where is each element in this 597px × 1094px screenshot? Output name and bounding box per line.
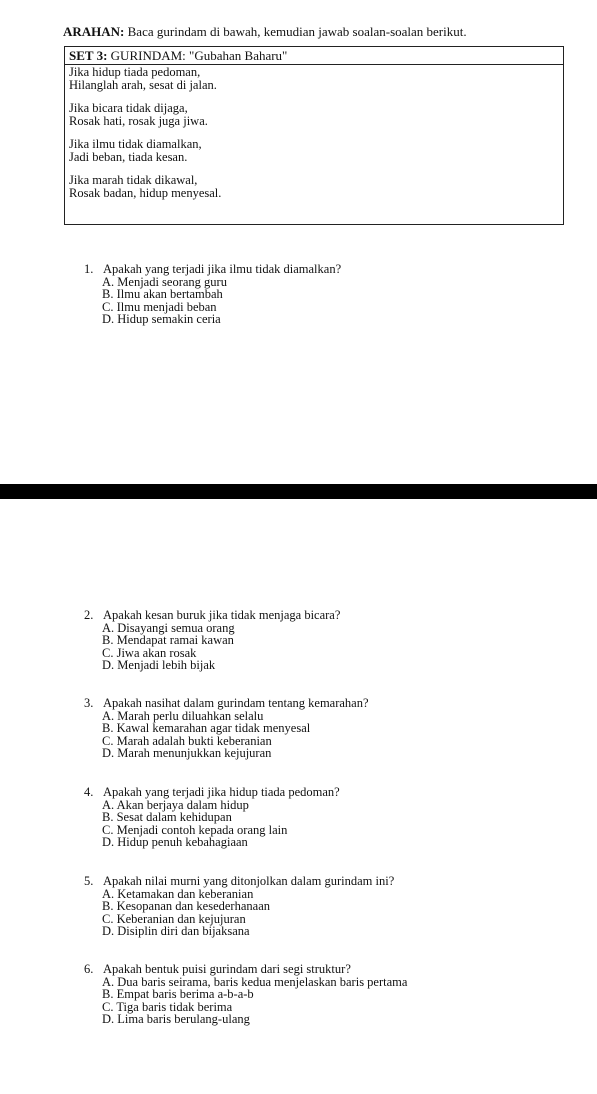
option-c[interactable]: C. Tiga baris tidak berima	[102, 999, 233, 1014]
option-b[interactable]: B. Empat baris berima a-b-a-b	[102, 987, 254, 1002]
option-b[interactable]: B. Mendapat ramai kawan	[102, 633, 234, 648]
poem-line: Jadi beban, tiada kesan.	[69, 149, 188, 164]
poem-line: Jika ilmu tidak diamalkan,	[69, 137, 202, 151]
set-label: SET 3:	[69, 48, 108, 63]
question-number: 2.	[84, 608, 94, 622]
question-text: Apakah nasihat dalam gurindam tentang kemarahan?	[103, 696, 369, 710]
option-b[interactable]: B. Sesat dalam kehidupan	[102, 810, 232, 825]
poem-line: Rosak hati, rosak juga jiwa.	[69, 113, 208, 128]
option-a[interactable]: A. Menjadi seorang guru	[102, 275, 227, 289]
poem-box	[64, 46, 564, 225]
options-list	[84, 976, 584, 1025]
options-list	[84, 799, 584, 848]
poem-line: Rosak badan, hidup menyesal.	[69, 185, 222, 200]
option-c[interactable]: C. Ilmu menjadi beban	[102, 299, 217, 314]
option-b[interactable]: B. Ilmu akan bertambah	[102, 287, 223, 302]
poem-line: Jika marah tidak dikawal,	[69, 173, 198, 187]
page-divider	[0, 484, 597, 499]
option-d[interactable]: D. Hidup semakin ceria	[102, 311, 221, 326]
question-text: Apakah yang terjadi jika ilmu tidak diamalkan?	[103, 262, 342, 276]
option-d[interactable]: D. Menjadi lebih bijak	[102, 657, 216, 672]
question-number: 3.	[84, 696, 94, 710]
option-d[interactable]: D. Disiplin diri dan bijaksana	[102, 923, 250, 938]
options-list	[84, 888, 584, 937]
question-5	[84, 875, 584, 937]
question-number: 4.	[84, 785, 94, 799]
instruction	[63, 24, 467, 40]
option-b[interactable]: B. Kawal kemarahan agar tidak menyesal	[102, 721, 311, 736]
option-a[interactable]: A. Dua baris seirama, baris kedua menjelaskan baris pertama	[102, 975, 408, 989]
question-number: 1.	[84, 262, 94, 276]
options-list	[84, 622, 584, 671]
option-c[interactable]: C. Jiwa akan rosak	[102, 645, 197, 660]
option-a[interactable]: A. Disayangi semua orang	[102, 621, 235, 635]
question-number: 5.	[84, 874, 94, 888]
poem-line: Hilanglah arah, sesat di jalan.	[69, 77, 217, 92]
question-text: Apakah nilai murni yang ditonjolkan dalam gurindam ini?	[103, 874, 395, 888]
question-3	[84, 697, 584, 759]
question-1	[84, 263, 584, 325]
question-text: Apakah yang terjadi jika hidup tiada pedoman?	[103, 785, 340, 799]
option-a[interactable]: A. Akan berjaya dalam hidup	[102, 798, 249, 812]
poem-line: Jika hidup tiada pedoman,	[69, 65, 201, 79]
option-d[interactable]: D. Hidup penuh kebahagiaan	[102, 834, 248, 849]
poem-title: GURINDAM: "Gubahan Baharu"	[110, 48, 288, 63]
poem-box-header	[65, 47, 563, 65]
question-6	[84, 963, 584, 1025]
poem-body	[65, 65, 563, 199]
instruction-text: Baca gurindam di bawah, kemudian jawab soalan-soalan berikut.	[127, 24, 467, 39]
options-list	[84, 710, 584, 759]
poem-stanza	[69, 102, 563, 127]
question-text: Apakah kesan buruk jika tidak menjaga bicara?	[103, 608, 341, 622]
options-list	[84, 276, 584, 325]
poem-stanza	[69, 66, 563, 91]
option-a[interactable]: A. Marah perlu diluahkan selalu	[102, 709, 264, 723]
option-d[interactable]: D. Marah menunjukkan kejujuran	[102, 745, 272, 760]
option-c[interactable]: C. Keberanian dan kejujuran	[102, 911, 246, 926]
option-c[interactable]: C. Menjadi contoh kepada orang lain	[102, 822, 288, 837]
instruction-label: ARAHAN:	[63, 24, 125, 39]
question-2	[84, 609, 584, 671]
question-number: 6.	[84, 962, 94, 976]
poem-stanza	[69, 138, 563, 163]
question-text: Apakah bentuk puisi gurindam dari segi struktur?	[103, 962, 351, 976]
option-d[interactable]: D. Lima baris berulang-ulang	[102, 1011, 250, 1026]
option-c[interactable]: C. Marah adalah bukti keberanian	[102, 733, 272, 748]
option-a[interactable]: A. Ketamakan dan keberanian	[102, 887, 254, 901]
question-4	[84, 786, 584, 848]
option-b[interactable]: B. Kesopanan dan kesederhanaan	[102, 899, 270, 914]
poem-line: Jika bicara tidak dijaga,	[69, 101, 188, 115]
poem-stanza	[69, 174, 563, 199]
